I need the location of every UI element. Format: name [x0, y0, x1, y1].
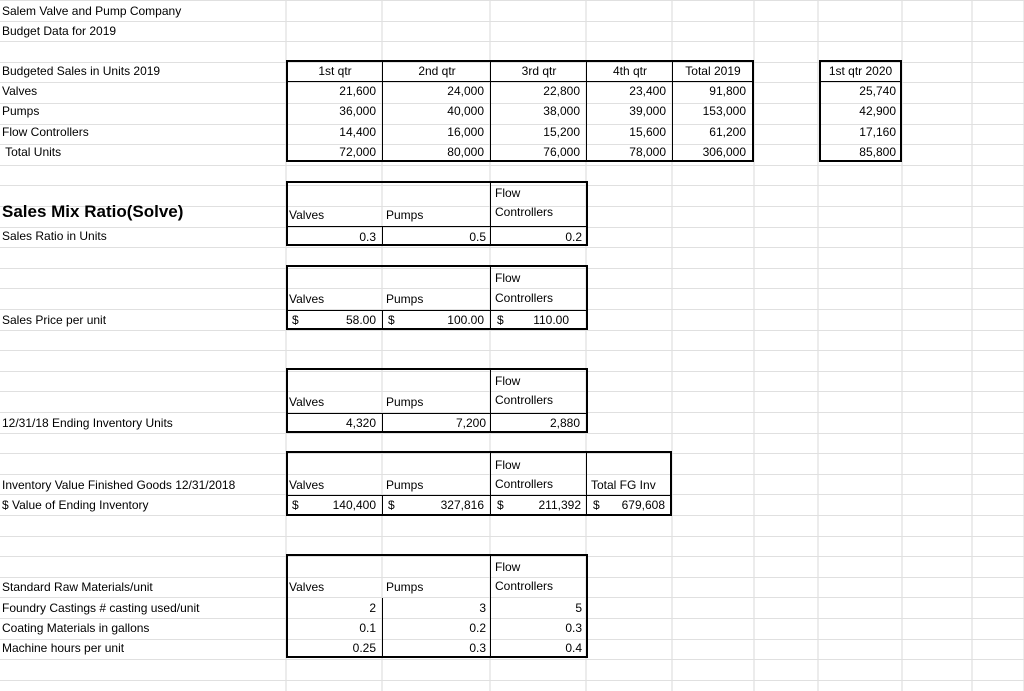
sales-mix-header-line	[286, 226, 588, 227]
sales-price-header-line	[286, 310, 588, 311]
cell-value[interactable]: 327,816	[440, 498, 484, 512]
sales-price-divider	[382, 310, 383, 330]
cell-value[interactable]: 0.2	[565, 230, 582, 244]
cell-value[interactable]: 23,400	[629, 84, 666, 98]
cell-value[interactable]: 3	[479, 601, 486, 615]
cell-value[interactable]: 58.00	[345, 313, 376, 327]
header-flow: Flow	[495, 374, 521, 388]
inventory-value-header-line	[286, 495, 672, 496]
cell-value[interactable]: 2,880	[549, 416, 580, 430]
header-valves: Valves	[289, 395, 325, 409]
cell-value[interactable]: 100.00	[447, 313, 484, 327]
sales-table-divider	[490, 60, 491, 162]
row-label-total-units: Total Units	[2, 145, 62, 159]
cell-value[interactable]: 5	[575, 601, 582, 615]
cell-value[interactable]: 211,392	[538, 498, 581, 512]
raw-materials-row-label: Machine hours per unit	[2, 641, 125, 655]
currency-symbol: $	[497, 498, 504, 512]
ending-inventory-divider	[490, 368, 491, 433]
sales-table-divider	[672, 60, 673, 162]
row-label-pumps: Pumps	[2, 104, 40, 118]
inventory-value-divider	[586, 451, 587, 516]
currency-symbol: $	[497, 313, 504, 327]
col-header-q3: 3rd qtr	[521, 64, 557, 78]
header-valves: Valves	[289, 208, 325, 222]
header-pumps: Pumps	[386, 208, 424, 222]
cell-value[interactable]: 40,000	[447, 104, 484, 118]
cell-value[interactable]: 153,000	[702, 104, 746, 118]
cell-value[interactable]: 61,200	[709, 125, 746, 139]
currency-symbol: $	[292, 498, 299, 512]
header-valves: Valves	[289, 292, 325, 306]
raw-materials-divider	[382, 598, 383, 658]
sales-header-line	[286, 81, 754, 82]
cell-value[interactable]: 2	[369, 601, 376, 615]
header-controllers: Controllers	[495, 477, 554, 491]
raw-materials-divider	[490, 554, 491, 658]
header-controllers: Controllers	[495, 393, 554, 407]
cell-value[interactable]: 0.1	[359, 621, 376, 635]
cell-value[interactable]: 0.3	[565, 621, 582, 635]
sales-table-divider	[382, 60, 383, 162]
cell-value[interactable]: 39,000	[629, 104, 666, 118]
cell-value[interactable]: 140,400	[332, 498, 376, 512]
raw-materials-row-label: Coating Materials in gallons	[2, 621, 150, 635]
cell-value[interactable]: 21,600	[339, 84, 376, 98]
cell-value[interactable]: 15,200	[543, 125, 580, 139]
cell-value[interactable]: 36,000	[339, 104, 376, 118]
col-header-q2: 2nd qtr	[418, 64, 456, 78]
header-pumps: Pumps	[386, 395, 424, 409]
header-valves: Valves	[289, 478, 325, 492]
sales-section-label: Budgeted Sales in Units 2019	[2, 64, 161, 78]
col-header-q1: 1st qtr	[318, 64, 352, 78]
cell-value[interactable]: 38,000	[543, 104, 580, 118]
cell-value[interactable]: 0.5	[469, 230, 486, 244]
cell-value[interactable]: 0.3	[469, 641, 486, 655]
cell-value[interactable]: 110.00	[533, 313, 569, 327]
budget-subtitle: Budget Data for 2019	[2, 24, 117, 38]
raw-materials-row-label: Foundry Castings # casting used/unit	[2, 601, 200, 615]
cell-value[interactable]: 24,000	[447, 84, 484, 98]
q1-2020-header-line	[819, 81, 902, 82]
row-label-valves: Valves	[2, 84, 38, 98]
cell-value[interactable]: 91,800	[709, 84, 746, 98]
cell-value[interactable]: 25,740	[859, 84, 896, 98]
raw-materials-title: Standard Raw Materials/unit	[2, 580, 153, 594]
cell-value[interactable]: 80,000	[447, 145, 484, 159]
sales-price-label: Sales Price per unit	[2, 313, 107, 327]
ending-inventory-divider	[382, 413, 383, 433]
cell-value[interactable]: 0.25	[352, 641, 376, 655]
cell-value[interactable]: 7,200	[455, 416, 486, 430]
sales-price-divider	[490, 265, 491, 330]
sales-mix-divider	[382, 226, 383, 246]
cell-value[interactable]: 14,400	[339, 125, 376, 139]
header-pumps: Pumps	[386, 292, 424, 306]
inventory-value-sublabel: $ Value of Ending Inventory	[2, 498, 149, 512]
col-header-q4: 4th qtr	[612, 64, 648, 78]
cell-value[interactable]: 4,320	[345, 416, 376, 430]
col-header-q1-2020: 1st qtr 2020	[828, 64, 893, 78]
cell-value[interactable]: 78,000	[629, 145, 666, 159]
header-controllers: Controllers	[495, 205, 554, 219]
header-pumps: Pumps	[386, 478, 424, 492]
cell-value[interactable]: 72,000	[339, 145, 376, 159]
cell-value[interactable]: 0.4	[565, 641, 582, 655]
header-flow: Flow	[495, 271, 521, 285]
currency-symbol: $	[593, 498, 600, 512]
inventory-value-divider	[382, 495, 383, 516]
header-controllers: Controllers	[495, 579, 554, 593]
header-controllers: Controllers	[495, 291, 554, 305]
sales-ratio-label: Sales Ratio in Units	[2, 229, 107, 243]
sales-mix-title: Sales Mix Ratio(Solve)	[2, 202, 184, 221]
company-name: Salem Valve and Pump Company	[2, 4, 182, 18]
currency-symbol: $	[388, 498, 395, 512]
header-valves: Valves	[289, 580, 325, 594]
cell-value[interactable]: 16,000	[447, 125, 484, 139]
sales-table-divider	[586, 60, 587, 162]
header-pumps: Pumps	[386, 580, 424, 594]
cell-value[interactable]: 17,160	[859, 125, 896, 139]
inventory-value-divider	[490, 451, 491, 516]
sales-mix-divider	[490, 181, 491, 246]
cell-value[interactable]: 76,000	[543, 145, 580, 159]
cell-value[interactable]: 15,600	[629, 125, 666, 139]
currency-symbol: $	[388, 313, 395, 327]
row-label-flow-controllers: Flow Controllers	[2, 125, 89, 139]
col-header-total: Total 2019	[685, 64, 741, 78]
header-total-fg-inv: Total FG Inv	[591, 478, 656, 492]
cell-value[interactable]: 42,900	[859, 104, 896, 118]
ending-inventory-header-line	[286, 413, 588, 414]
header-flow: Flow	[495, 186, 521, 200]
cell-value[interactable]: 306,000	[702, 145, 746, 159]
cell-value[interactable]: 22,800	[543, 84, 580, 98]
ending-inventory-label: 12/31/18 Ending Inventory Units	[2, 416, 173, 430]
inventory-value-label: Inventory Value Finished Goods 12/31/2018	[2, 478, 236, 492]
cell-value[interactable]: 0.2	[469, 621, 486, 635]
currency-symbol: $	[292, 313, 299, 327]
cell-value[interactable]: 0.3	[359, 230, 376, 244]
cell-value-total[interactable]: 679,608	[621, 498, 665, 512]
cell-value[interactable]: 85,800	[859, 145, 896, 159]
header-flow: Flow	[495, 560, 521, 574]
header-flow: Flow	[495, 458, 521, 472]
